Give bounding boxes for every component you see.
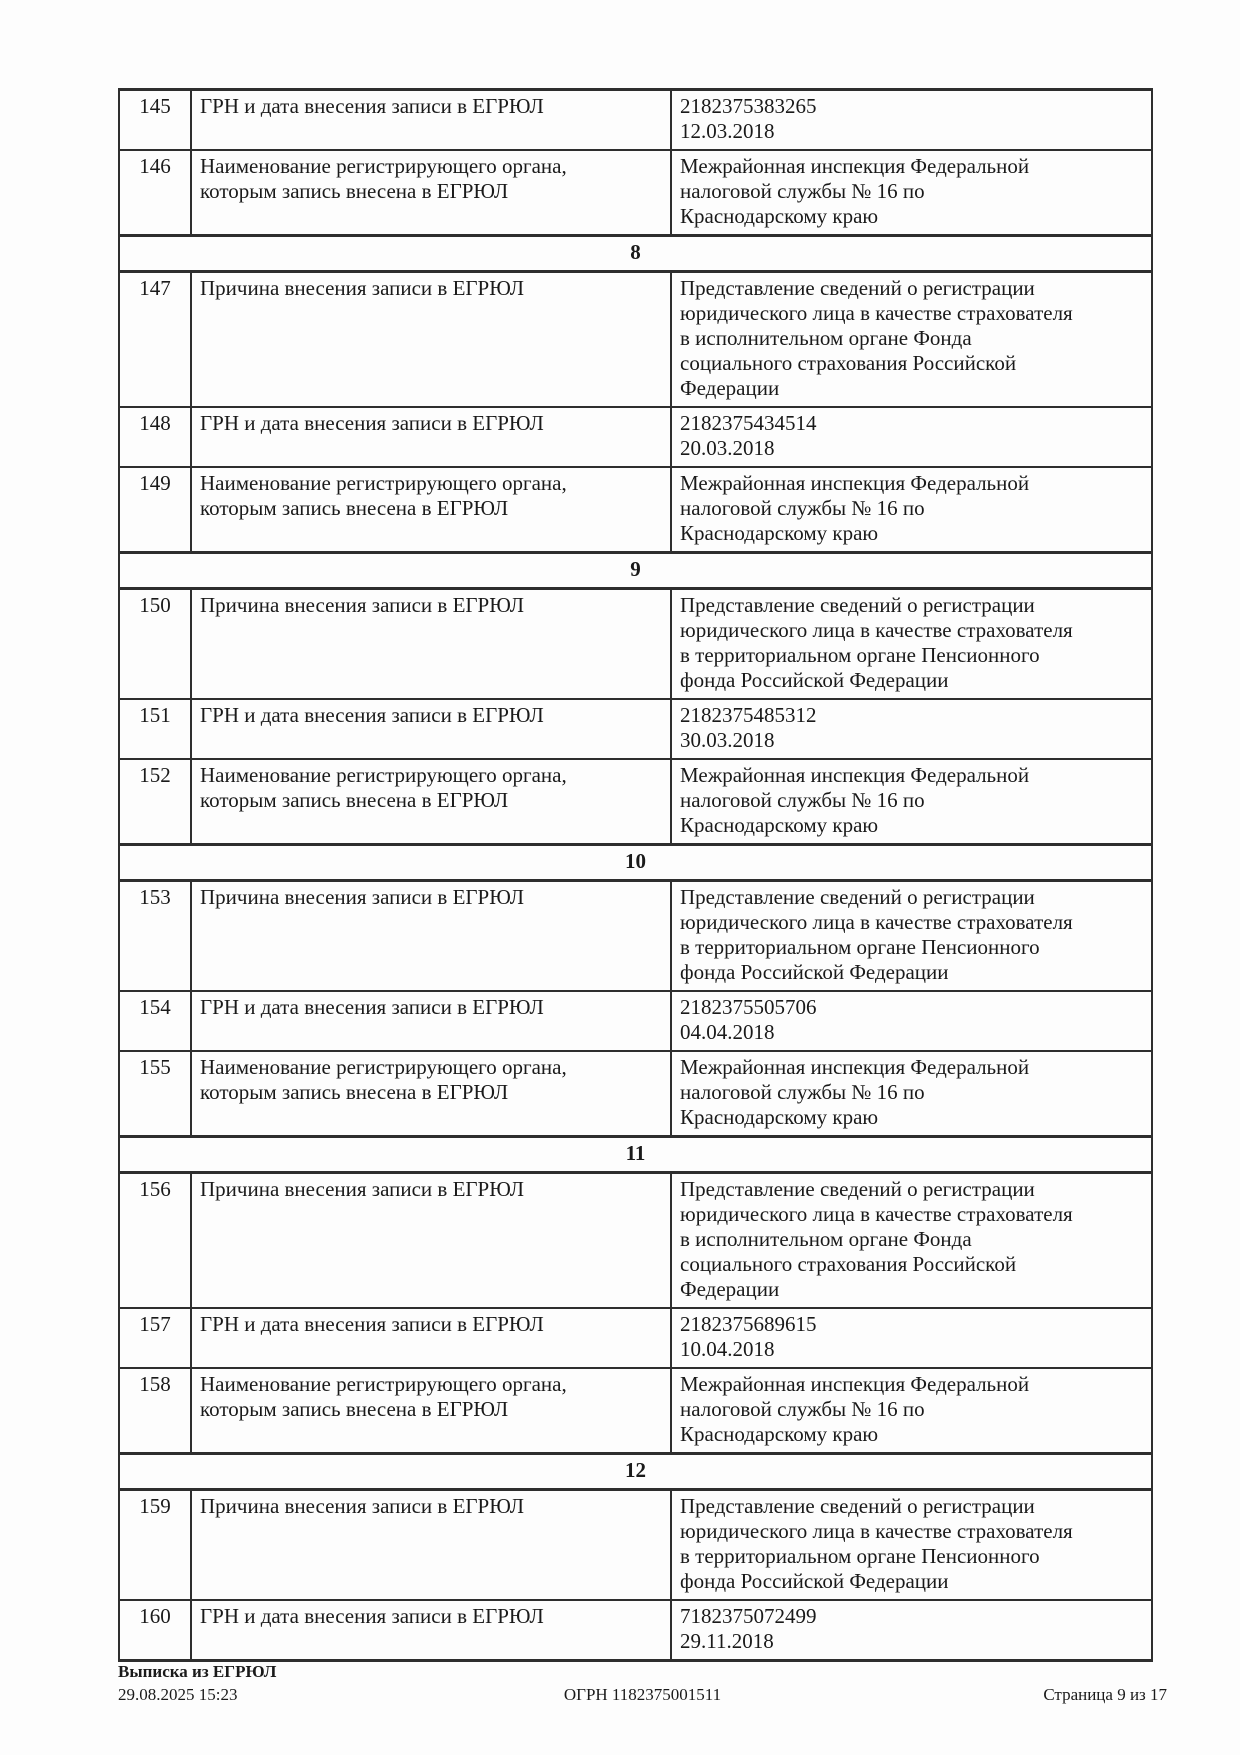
field-value-line: 29.11.2018 — [680, 1629, 774, 1653]
field-name-line: ГРН и дата внесения записи в ЕГРЮЛ — [200, 1604, 544, 1628]
record-number-cell: 159 — [119, 1490, 191, 1601]
field-value-line: 12.03.2018 — [680, 119, 775, 143]
footer-ogrn: ОГРН 1182375001511 — [563, 1685, 722, 1704]
field-name-cell — [191, 1490, 671, 1601]
field-value-line: в территориальном органе Пенсионного — [680, 1544, 1040, 1568]
field-value-cell — [671, 1368, 1152, 1454]
record-number-cell: 156 — [119, 1173, 191, 1309]
field-value-line: Представление сведений о регистрации — [680, 593, 1035, 617]
record-number-cell: 155 — [119, 1051, 191, 1137]
field-name-cell — [191, 90, 671, 151]
section-header-row — [119, 553, 1152, 589]
section-number: 9 — [119, 553, 1152, 589]
field-value-cell — [671, 1308, 1152, 1368]
record-row — [119, 881, 1152, 992]
record-number-cell: 160 — [119, 1600, 191, 1661]
field-name-line: Причина внесения записи в ЕГРЮЛ — [200, 593, 525, 617]
record-row — [119, 407, 1152, 467]
record-row — [119, 150, 1152, 236]
field-value-line: Представление сведений о регистрации — [680, 885, 1035, 909]
field-value-line: Межрайонная инспекция Федеральной — [680, 154, 1030, 178]
field-name-line: которым запись внесена в ЕГРЮЛ — [200, 1397, 509, 1421]
field-value-line: Краснодарскому краю — [680, 813, 879, 837]
field-value-cell — [671, 407, 1152, 467]
record-number-cell: 153 — [119, 881, 191, 992]
field-name-line: Наименование регистрирующего органа, — [200, 1372, 567, 1396]
field-name-cell — [191, 150, 671, 236]
field-name-cell — [191, 1051, 671, 1137]
field-value-cell — [671, 467, 1152, 553]
field-name-line: Причина внесения записи в ЕГРЮЛ — [200, 1177, 525, 1201]
field-value-line: в исполнительном органе Фонда — [680, 1227, 972, 1251]
field-value-line: налоговой службы № 16 по — [680, 179, 925, 203]
field-name-line: Наименование регистрирующего органа, — [200, 763, 567, 787]
field-value-cell — [671, 272, 1152, 408]
field-value-cell — [671, 991, 1152, 1051]
field-value-cell — [671, 1173, 1152, 1309]
field-name-line: Причина внесения записи в ЕГРЮЛ — [200, 885, 525, 909]
record-row — [119, 272, 1152, 408]
record-number-cell: 154 — [119, 991, 191, 1051]
field-name-cell — [191, 699, 671, 759]
field-name-cell — [191, 759, 671, 845]
field-value-line: юридического лица в качестве страхователя — [680, 910, 1073, 934]
field-name-cell — [191, 467, 671, 553]
field-value-line: Краснодарскому краю — [680, 1422, 879, 1446]
record-row — [119, 1051, 1152, 1137]
field-value-line: Межрайонная инспекция Федеральной — [680, 1055, 1030, 1079]
field-name-line: Наименование регистрирующего органа, — [200, 471, 567, 495]
record-number-cell: 147 — [119, 272, 191, 408]
field-name-cell — [191, 272, 671, 408]
field-value-line: 20.03.2018 — [680, 436, 775, 460]
field-name-line: которым запись внесена в ЕГРЮЛ — [200, 788, 509, 812]
egrul-records-table — [118, 88, 1153, 1662]
record-row — [119, 991, 1152, 1051]
record-row — [119, 1173, 1152, 1309]
field-value-cell — [671, 759, 1152, 845]
field-value-line: Представление сведений о регистрации — [680, 1177, 1035, 1201]
record-number-cell: 157 — [119, 1308, 191, 1368]
field-value-cell — [671, 699, 1152, 759]
field-value-line: 04.04.2018 — [680, 1020, 775, 1044]
field-value-line: налоговой службы № 16 по — [680, 1397, 925, 1421]
field-name-cell — [191, 881, 671, 992]
field-name-cell — [191, 1368, 671, 1454]
field-value-cell — [671, 881, 1152, 992]
field-value-line: Представление сведений о регистрации — [680, 1494, 1035, 1518]
record-number-cell: 145 — [119, 90, 191, 151]
record-number-cell: 158 — [119, 1368, 191, 1454]
field-name-line: которым запись внесена в ЕГРЮЛ — [200, 1080, 509, 1104]
field-value-line: социального страхования Российской — [680, 1252, 1017, 1276]
egrul-table-body — [119, 90, 1152, 1661]
field-name-line: Причина внесения записи в ЕГРЮЛ — [200, 276, 525, 300]
field-value-line: 30.03.2018 — [680, 728, 775, 752]
record-row — [119, 759, 1152, 845]
field-value-line: 2182375505706 — [680, 995, 817, 1019]
field-value-cell — [671, 589, 1152, 700]
field-value-line: Краснодарскому краю — [680, 204, 879, 228]
field-value-line: в исполнительном органе Фонда — [680, 326, 972, 350]
section-number: 10 — [119, 845, 1152, 881]
section-header-row — [119, 1137, 1152, 1173]
section-number: 8 — [119, 236, 1152, 272]
field-value-line: фонда Российской Федерации — [680, 1569, 949, 1593]
field-name-line: ГРН и дата внесения записи в ЕГРЮЛ — [200, 995, 544, 1019]
field-value-line: в территориальном органе Пенсионного — [680, 643, 1040, 667]
field-name-cell — [191, 589, 671, 700]
field-value-line: Федерации — [680, 376, 780, 400]
field-value-line: фонда Российской Федерации — [680, 960, 949, 984]
field-value-line: Межрайонная инспекция Федеральной — [680, 471, 1030, 495]
field-value-line: Представление сведений о регистрации — [680, 276, 1035, 300]
field-value-line: Межрайонная инспекция Федеральной — [680, 1372, 1030, 1396]
field-value-line: юридического лица в качестве страхователя — [680, 618, 1073, 642]
field-value-cell — [671, 1600, 1152, 1661]
record-row — [119, 1308, 1152, 1368]
record-number-cell: 152 — [119, 759, 191, 845]
field-value-line: налоговой службы № 16 по — [680, 1080, 925, 1104]
section-header-row — [119, 1454, 1152, 1490]
field-name-line: которым запись внесена в ЕГРЮЛ — [200, 179, 509, 203]
field-name-cell — [191, 1308, 671, 1368]
field-name-line: которым запись внесена в ЕГРЮЛ — [200, 496, 509, 520]
field-name-cell — [191, 407, 671, 467]
field-name-line: ГРН и дата внесения записи в ЕГРЮЛ — [200, 1312, 544, 1336]
field-value-line: налоговой службы № 16 по — [680, 496, 925, 520]
section-number: 12 — [119, 1454, 1152, 1490]
record-number-cell: 146 — [119, 150, 191, 236]
field-value-cell — [671, 1051, 1152, 1137]
record-row — [119, 699, 1152, 759]
field-name-line: Причина внесения записи в ЕГРЮЛ — [200, 1494, 525, 1518]
document-type-label: Выписка из ЕГРЮЛ — [118, 1662, 277, 1681]
record-number-cell: 149 — [119, 467, 191, 553]
field-name-cell — [191, 1600, 671, 1661]
field-value-line: в территориальном органе Пенсионного — [680, 935, 1040, 959]
field-value-line: 2182375434514 — [680, 411, 817, 435]
field-name-line: ГРН и дата внесения записи в ЕГРЮЛ — [200, 703, 544, 727]
field-value-line: Краснодарскому краю — [680, 521, 879, 545]
page-footer — [118, 1660, 1167, 1706]
field-value-line: Межрайонная инспекция Федеральной — [680, 763, 1030, 787]
field-value-line: юридического лица в качестве страхователя — [680, 1202, 1073, 1226]
field-value-line: 2182375383265 — [680, 94, 817, 118]
field-value-line: фонда Российской Федерации — [680, 668, 949, 692]
generation-datetime: 29.08.2025 15:23 — [118, 1685, 238, 1704]
record-row — [119, 1368, 1152, 1454]
field-value-line: юридического лица в качестве страхователя — [680, 1519, 1073, 1543]
record-row — [119, 467, 1152, 553]
record-row — [119, 1600, 1152, 1661]
field-value-line: 2182375689615 — [680, 1312, 817, 1336]
footer-page-number: Страница 9 из 17 — [1043, 1685, 1168, 1704]
record-number-cell: 151 — [119, 699, 191, 759]
field-name-cell — [191, 1173, 671, 1309]
field-name-cell — [191, 991, 671, 1051]
field-name-line: Наименование регистрирующего органа, — [200, 1055, 567, 1079]
field-value-line: 2182375485312 — [680, 703, 817, 727]
record-row — [119, 589, 1152, 700]
field-name-line: Наименование регистрирующего органа, — [200, 154, 567, 178]
record-row — [119, 1490, 1152, 1601]
field-value-cell — [671, 90, 1152, 151]
field-value-line: 10.04.2018 — [680, 1337, 775, 1361]
footer-left — [118, 1660, 468, 1706]
field-value-cell — [671, 150, 1152, 236]
field-value-cell — [671, 1490, 1152, 1601]
record-number-cell: 150 — [119, 589, 191, 700]
section-number: 11 — [119, 1137, 1152, 1173]
field-value-line: Федерации — [680, 1277, 780, 1301]
field-value-line: социального страхования Российской — [680, 351, 1017, 375]
field-value-line: 7182375072499 — [680, 1604, 817, 1628]
record-row — [119, 90, 1152, 151]
section-header-row — [119, 236, 1152, 272]
field-name-line: ГРН и дата внесения записи в ЕГРЮЛ — [200, 411, 544, 435]
field-value-line: налоговой службы № 16 по — [680, 788, 925, 812]
section-header-row — [119, 845, 1152, 881]
field-value-line: юридического лица в качестве страхователя — [680, 301, 1073, 325]
field-value-line: Краснодарскому краю — [680, 1105, 879, 1129]
record-number-cell: 148 — [119, 407, 191, 467]
field-name-line: ГРН и дата внесения записи в ЕГРЮЛ — [200, 94, 544, 118]
